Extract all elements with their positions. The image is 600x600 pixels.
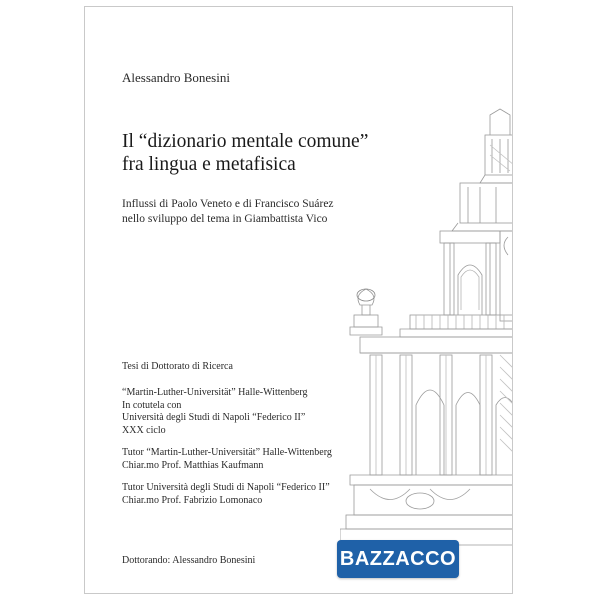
author-name: Alessandro Bonesini [122,70,230,85]
title-line-1: Il “dizionario mentale comune” [122,131,369,152]
subtitle-line-1: Influssi di Paolo Veneto e di Francisco Suárez [122,198,334,210]
university-line-4: XXX ciclo [122,424,166,436]
candidate-name: Dottorando: Alessandro Bonesini [122,555,256,566]
tutor-halle-line-1: Tutor “Martin-Luther-Universität” Halle-Wittenberg [122,447,332,458]
book-cover [84,6,513,594]
university-line-3: Università degli Studi di Napoli “Federico II” [122,412,306,423]
baroque-architecture-engraving [340,105,513,555]
subtitle-line-2: nello sviluppo del tema in Giambattista Vico [122,213,328,225]
publisher-badge: BAZZACCO [337,540,459,578]
thesis-label-text: Tesi di Dottorato di Ricerca [122,361,233,372]
tutor-napoli-line-1: Tutor Università degli Studi di Napoli “Federico II” [122,482,330,493]
tutor-napoli-line-2: Chiar.mo Prof. Fabrizio Lomonaco [122,494,263,506]
title-line-2: fra lingua e metafisica [122,154,296,175]
university-line-1: “Martin-Luther-Universität” Halle-Wittenberg [122,387,308,398]
tutor-halle-line-2: Chiar.mo Prof. Matthias Kaufmann [122,459,264,471]
university-line-2: In cotutela con [122,399,182,411]
